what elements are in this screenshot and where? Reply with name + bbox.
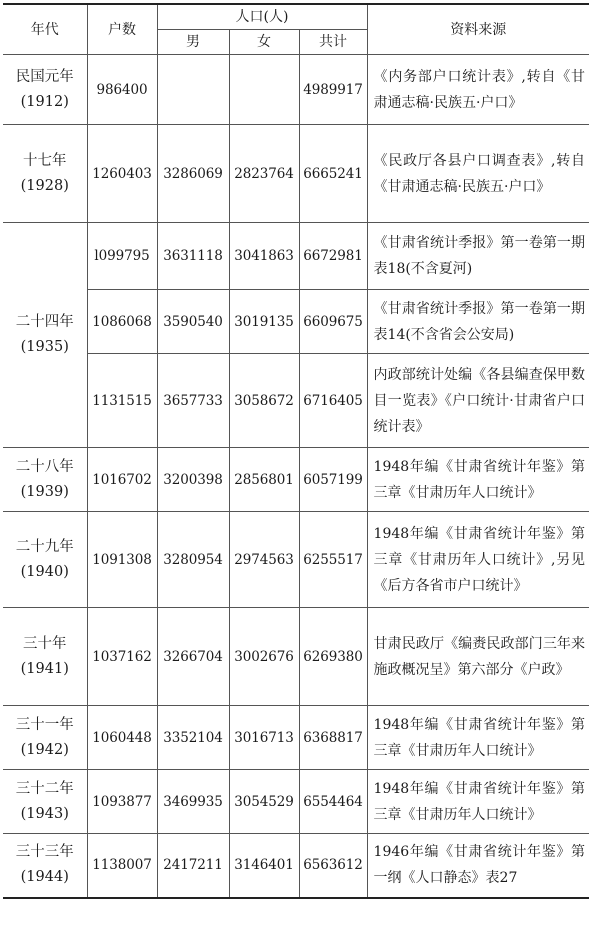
- source-cell: 1948年编《甘肃省统计年鉴》第三章《甘肃历年人口统计》,另见《后方各省市户口统计》: [367, 512, 589, 608]
- table-row: [3, 834, 589, 898]
- table-body: [3, 55, 589, 898]
- header-period: 年代: [3, 4, 87, 55]
- period-label: 二十九年: [15, 538, 74, 555]
- period-cell: [3, 55, 87, 125]
- households-cell: 1093877: [87, 770, 157, 834]
- header-total: 共计: [299, 30, 367, 55]
- source-cell: 1948年编《甘肃省统计年鉴》第三章《甘肃历年人口统计》: [367, 706, 589, 770]
- period-cell: [3, 608, 87, 706]
- male-cell: [157, 55, 229, 125]
- period-label: 三十一年: [15, 716, 74, 733]
- total-cell: 6672981: [299, 223, 367, 290]
- male-cell: 3352104: [157, 706, 229, 770]
- female-cell: 2823764: [229, 125, 299, 223]
- header-source: 资料来源: [367, 4, 589, 55]
- total-cell: 4989917: [299, 55, 367, 125]
- period-year: (1939): [20, 483, 69, 500]
- table-row: [3, 770, 589, 834]
- female-cell: 2974563: [229, 512, 299, 608]
- households-cell: 986400: [87, 55, 157, 125]
- period-year: (1912): [20, 93, 69, 110]
- male-cell: 3590540: [157, 290, 229, 354]
- period-cell: [3, 834, 87, 898]
- period-year: (1944): [20, 869, 69, 886]
- table-row: [3, 354, 589, 448]
- total-cell: 6609675: [299, 290, 367, 354]
- female-cell: 3146401: [229, 834, 299, 898]
- male-cell: 3631118: [157, 223, 229, 290]
- female-cell: 3041863: [229, 223, 299, 290]
- period-label: 二十四年: [15, 314, 74, 330]
- source-cell: 甘肃民政厅《编赉民政部门三年来施政概况呈》第六部分《户政》: [367, 608, 589, 706]
- period-label: 十七年: [23, 152, 67, 169]
- male-cell: 3280954: [157, 512, 229, 608]
- period-cell: [3, 223, 87, 448]
- households-cell: l099795: [87, 223, 157, 290]
- period-label: 三十三年: [15, 844, 74, 861]
- period-year: (1941): [20, 660, 69, 677]
- period-label: 民国元年: [15, 68, 74, 85]
- table-row: [3, 706, 589, 770]
- male-cell: 3657733: [157, 354, 229, 448]
- period-year: (1942): [20, 741, 69, 758]
- households-cell: 1091308: [87, 512, 157, 608]
- table-row: [3, 512, 589, 608]
- households-cell: 1016702: [87, 448, 157, 512]
- period-label: 三十年: [23, 635, 67, 652]
- households-cell: 1086068: [87, 290, 157, 354]
- source-cell: 《甘肃省统计季报》第一卷第一期表18(不含夏河): [367, 223, 589, 290]
- total-cell: 6554464: [299, 770, 367, 834]
- period-year: (1940): [20, 563, 69, 580]
- period-cell: [3, 448, 87, 512]
- table-row: [3, 290, 589, 354]
- period-year: (1943): [20, 805, 69, 822]
- table-header: [3, 4, 589, 55]
- period-cell: [3, 770, 87, 834]
- total-cell: 6716405: [299, 354, 367, 448]
- households-cell: 1131515: [87, 354, 157, 448]
- table-row: [3, 223, 589, 290]
- households-cell: 1260403: [87, 125, 157, 223]
- total-cell: 6057199: [299, 448, 367, 512]
- male-cell: 3266704: [157, 608, 229, 706]
- total-cell: 6665241: [299, 125, 367, 223]
- male-cell: 3469935: [157, 770, 229, 834]
- households-cell: 1060448: [87, 706, 157, 770]
- source-cell: 《内务部户口统计表》,转自《甘肃通志稿·民族五·户口》: [367, 55, 589, 125]
- female-cell: 2856801: [229, 448, 299, 512]
- header-female: 女: [229, 30, 299, 55]
- period-year: (1935): [20, 339, 69, 355]
- households-cell: 1138007: [87, 834, 157, 898]
- total-cell: 6563612: [299, 834, 367, 898]
- source-cell: 1946年编《甘肃省统计年鉴》第一纲《人口静态》表27: [367, 834, 589, 898]
- table-row: [3, 125, 589, 223]
- source-cell: 《甘肃省统计季报》第一卷第一期表14(不含省会公安局): [367, 290, 589, 354]
- female-cell: 3058672: [229, 354, 299, 448]
- period-cell: [3, 512, 87, 608]
- female-cell: 3002676: [229, 608, 299, 706]
- male-cell: 2417211: [157, 834, 229, 898]
- total-cell: 6255517: [299, 512, 367, 608]
- female-cell: 3016713: [229, 706, 299, 770]
- source-cell: 内政部统计处编《各县编查保甲数目一览表》《户口统计·甘肃省户口统计表》: [367, 354, 589, 448]
- table-row: [3, 608, 589, 706]
- period-cell: [3, 125, 87, 223]
- header-population: 人口(人): [157, 4, 367, 30]
- header-male: 男: [157, 30, 229, 55]
- header-households: 户数: [87, 4, 157, 55]
- period-year: (1928): [20, 177, 69, 194]
- female-cell: [229, 55, 299, 125]
- male-cell: 3286069: [157, 125, 229, 223]
- table-row: [3, 55, 589, 125]
- total-cell: 6269380: [299, 608, 367, 706]
- source-cell: 1948年编《甘肃省统计年鉴》第三章《甘肃历年人口统计》: [367, 770, 589, 834]
- population-table: [3, 3, 589, 899]
- table-row: [3, 448, 589, 512]
- source-cell: 《民政厅各县户口调查表》,转自《甘肃通志稿·民族五·户口》: [367, 125, 589, 223]
- period-label: 三十二年: [15, 780, 74, 797]
- period-cell: [3, 706, 87, 770]
- total-cell: 6368817: [299, 706, 367, 770]
- male-cell: 3200398: [157, 448, 229, 512]
- households-cell: 1037162: [87, 608, 157, 706]
- source-cell: 1948年编《甘肃省统计年鉴》第三章《甘肃历年人口统计》: [367, 448, 589, 512]
- female-cell: 3019135: [229, 290, 299, 354]
- period-label: 二十八年: [15, 458, 74, 475]
- female-cell: 3054529: [229, 770, 299, 834]
